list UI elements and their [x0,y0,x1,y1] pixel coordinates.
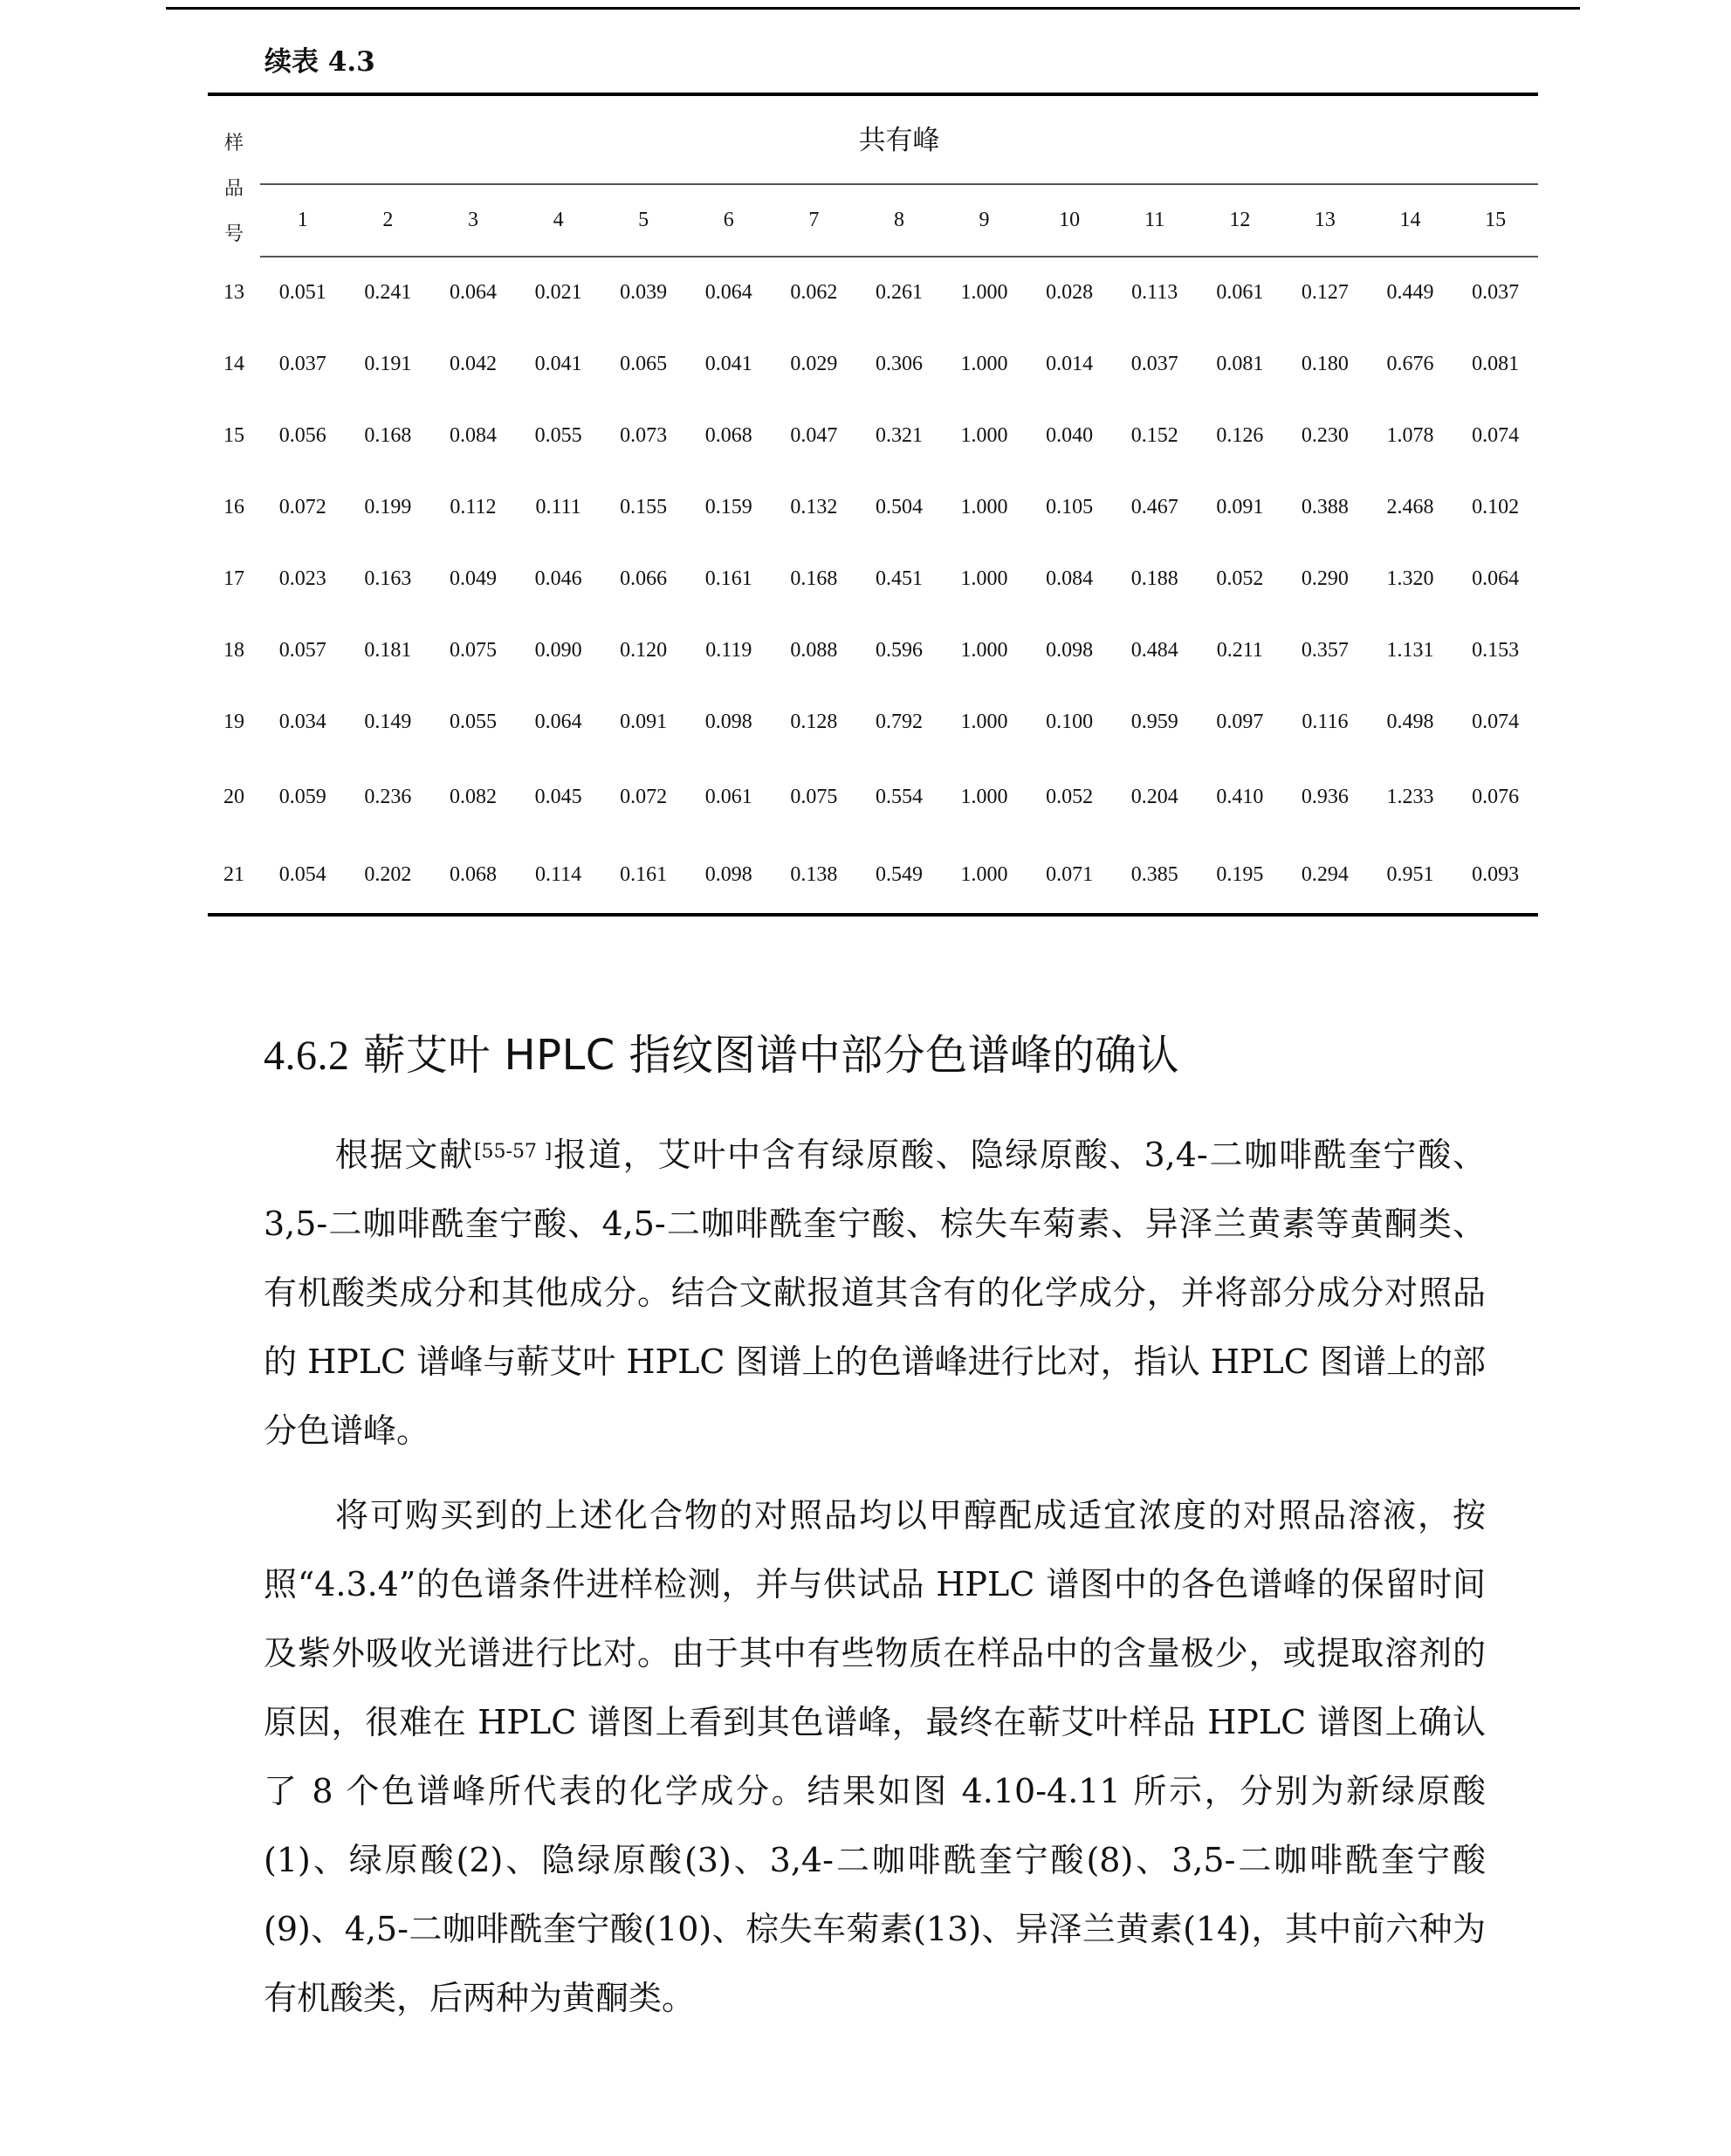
sample-number-header [208,94,260,257]
value-cell: 0.064 [534,710,582,733]
value-cell: 1.320 [1386,566,1434,590]
peak-number-header: 14 [1368,184,1453,257]
peak-area-table [208,93,1538,917]
sample-number-cell: 16 [223,495,244,518]
value-cell: 0.049 [449,566,497,590]
value-cell: 0.055 [449,710,497,733]
peak-number-row [208,184,1538,257]
value-cell: 0.064 [449,281,497,304]
peak-number-header: 3 [430,184,516,257]
section-title: 蕲艾叶 HPLC 指纹图谱中部分色谱峰的确认 [363,1031,1180,1080]
value-cell: 0.112 [450,495,497,518]
value-cell: 0.084 [1046,566,1094,590]
paragraph-2-body: 将可购买到的上述化合物的对照品均以甲醇配成适宜浓度的对照品溶液，按照“4.3.4”的色谱条件进样检测，并与供试品 HPLC 谱图中的各色谱峰的保留时间及紫外吸收光谱进行比对。由于其中有些物质在样品中的含量极少，或提取溶剂的原因，很难在 HPLC 谱图上看到其色谱峰，最终在蕲艾叶样品 HPLC 谱图上确认了 8 个色谱峰所代表的化学成分。结果如图 4.10-4.11 所示，分别为新绿原酸(1)、绿原酸(2)、隐绿原酸(3)、3,4-二咖啡酰奎宁酸(8)、3,5-二咖啡酰奎宁酸(9)、4,5-二咖啡酰奎宁酸(10)、棕失车菊素(13)、异泽兰黄素(14)，其中前六种为有机酸类，后两种为黄酮类。 [264,1496,1486,2017]
corner-char: 品 [223,177,244,199]
value-cell: 0.064 [704,281,752,304]
value-cell: 0.357 [1301,638,1349,662]
peak-number-header: 11 [1112,184,1198,257]
value-cell: 0.014 [1046,352,1094,375]
peak-number-header: 15 [1453,184,1538,257]
value-cell: 0.091 [1216,495,1264,518]
sample-number-cell: 15 [223,423,244,447]
value-cell: 0.113 [1131,281,1178,304]
common-peak-header: 共有峰 [858,125,940,156]
value-cell: 0.168 [364,423,412,447]
peak-number-header: 13 [1282,184,1368,257]
value-cell: 1.000 [960,352,1008,375]
table-row [208,758,1538,836]
value-cell: 1.000 [960,281,1008,304]
peak-number-header: 5 [601,184,686,257]
value-cell: 0.449 [1386,281,1434,304]
value-cell: 0.072 [620,785,668,808]
value-cell: 0.159 [704,495,752,518]
value-cell: 0.081 [1216,352,1264,375]
value-cell: 1.000 [960,638,1008,662]
value-cell: 0.163 [364,566,412,590]
value-cell: 0.236 [364,785,412,808]
sample-number-cell: 20 [223,785,244,808]
value-cell: 0.211 [1216,638,1263,662]
peak-number-header: 9 [942,184,1027,257]
table-caption: 续表 4.3 [264,46,375,78]
value-cell: 0.138 [790,862,838,886]
value-cell: 0.090 [534,638,582,662]
value-cell: 0.074 [1472,710,1520,733]
value-cell: 2.468 [1386,495,1434,518]
value-cell: 0.028 [1046,281,1094,304]
page-header-rule [166,7,1580,10]
value-cell: 0.504 [875,495,923,518]
paragraph-1-body: 报道，艾叶中含有绿原酸、隐绿原酸、3,4-二咖啡酰奎宁酸、3,5-二咖啡酰奎宁酸、4,5-二咖啡酰奎宁酸、棕失车菊素、异泽兰黄素等黄酮类、有机酸类成分和其他成分。结合文献报道其含有的化学成分，并将部分成分对照品的 HPLC 谱峰与蕲艾叶 HPLC 图谱上的色谱峰进行比对，指认 HPLC 图谱上的部分色谱峰。 [264,1136,1486,1450]
value-cell: 1.000 [960,566,1008,590]
value-cell: 0.064 [1472,566,1520,590]
value-cell: 0.051 [278,281,326,304]
value-cell: 0.959 [1130,710,1178,733]
value-cell: 0.241 [364,281,412,304]
table-container [208,93,1538,917]
value-cell: 0.127 [1301,281,1349,304]
value-cell: 0.061 [704,785,752,808]
value-cell: 0.385 [1130,862,1178,886]
value-cell: 0.045 [534,785,582,808]
value-cell: 0.498 [1386,710,1434,733]
value-cell: 0.180 [1301,352,1349,375]
value-cell: 0.065 [620,352,668,375]
value-cell: 0.055 [534,423,582,447]
paragraph-2 [264,1481,1486,2033]
value-cell: 1.000 [960,862,1008,886]
value-cell: 0.936 [1301,785,1349,808]
table-row [208,257,1538,328]
value-cell: 0.091 [620,710,668,733]
value-cell: 0.037 [1472,281,1520,304]
value-cell: 0.951 [1386,862,1434,886]
value-cell: 0.062 [790,281,838,304]
value-cell: 0.098 [1046,638,1094,662]
value-cell: 0.093 [1472,862,1520,886]
peak-number-header: 1 [260,184,346,257]
value-cell: 0.072 [278,495,326,518]
value-cell: 0.451 [875,566,923,590]
value-cell: 0.061 [1216,281,1264,304]
value-cell: 0.155 [620,495,668,518]
sample-number-cell: 13 [223,280,244,304]
value-cell: 0.554 [875,785,923,808]
table-row [208,471,1538,543]
table-row [208,836,1538,915]
value-cell: 0.153 [1472,638,1520,662]
value-cell: 1.000 [960,423,1008,447]
value-cell: 0.040 [1046,423,1094,447]
peak-number-header: 2 [346,184,431,257]
value-cell: 0.082 [449,785,497,808]
value-cell: 0.102 [1472,495,1520,518]
value-cell: 0.261 [875,281,923,304]
peak-number-header: 4 [516,184,601,257]
value-cell: 0.290 [1301,566,1349,590]
value-cell: 0.098 [704,862,752,886]
value-cell: 0.052 [1046,785,1094,808]
sample-number-cell: 17 [223,566,244,590]
table-row [208,400,1538,471]
value-cell: 0.388 [1301,495,1349,518]
value-cell: 0.023 [278,566,326,590]
value-cell: 0.484 [1130,638,1178,662]
value-cell: 0.467 [1130,495,1178,518]
value-cell: 0.084 [449,423,497,447]
value-cell: 0.152 [1130,423,1178,447]
table-body [208,257,1538,915]
value-cell: 0.052 [1216,566,1264,590]
value-cell: 0.195 [1216,862,1264,886]
sample-number-cell: 14 [223,352,244,375]
value-cell: 0.098 [704,710,752,733]
citation-ref: [55-57 ] [473,1141,553,1163]
value-cell: 0.168 [790,566,838,590]
value-cell: 0.037 [278,352,326,375]
value-cell: 0.128 [790,710,838,733]
value-cell: 0.041 [534,352,582,375]
value-cell: 0.068 [449,862,497,886]
value-cell: 1.233 [1386,785,1434,808]
value-cell: 0.057 [278,638,326,662]
value-cell: 0.047 [790,423,838,447]
value-cell: 0.191 [364,352,412,375]
sample-number-cell: 21 [223,862,244,886]
value-cell: 0.119 [705,638,752,662]
value-cell: 1.000 [960,495,1008,518]
value-cell: 0.321 [875,423,923,447]
value-cell: 0.075 [449,638,497,662]
value-cell: 0.073 [620,423,668,447]
value-cell: 0.199 [364,495,412,518]
paragraph-1 [264,1121,1486,1466]
value-cell: 0.105 [1046,495,1094,518]
peak-number-header: 7 [772,184,857,257]
value-cell: 0.114 [535,862,582,886]
table-row [208,686,1538,758]
paragraph-1-lead: 根据文献 [333,1136,474,1174]
value-cell: 0.792 [875,710,923,733]
value-cell: 0.111 [535,495,581,518]
value-cell: 0.410 [1216,785,1264,808]
value-cell: 0.676 [1386,352,1434,375]
value-cell: 0.088 [790,638,838,662]
table-row [208,543,1538,615]
table-row [208,328,1538,400]
value-cell: 0.039 [620,281,668,304]
sample-number-cell: 19 [223,710,244,733]
value-cell: 0.046 [534,566,582,590]
value-cell: 1.000 [960,710,1008,733]
value-cell: 0.230 [1301,423,1349,447]
value-cell: 0.100 [1046,710,1094,733]
value-cell: 0.071 [1046,862,1094,886]
value-cell: 0.074 [1472,423,1520,447]
peak-number-header: 6 [686,184,772,257]
corner-char: 号 [223,223,244,244]
value-cell: 0.596 [875,638,923,662]
value-cell: 0.076 [1472,785,1520,808]
value-cell: 0.188 [1130,566,1178,590]
value-cell: 0.116 [1302,710,1349,733]
value-cell: 0.181 [364,638,412,662]
value-cell: 0.202 [364,862,412,886]
value-cell: 1.000 [960,785,1008,808]
value-cell: 0.549 [875,862,923,886]
value-cell: 0.161 [704,566,752,590]
value-cell: 0.034 [278,710,326,733]
peak-number-header: 8 [856,184,942,257]
value-cell: 0.161 [620,862,668,886]
value-cell: 0.149 [364,710,412,733]
value-cell: 0.059 [278,785,326,808]
peak-number-header: 12 [1198,184,1283,257]
value-cell: 0.097 [1216,710,1264,733]
value-cell: 0.037 [1130,352,1178,375]
value-cell: 0.066 [620,566,668,590]
value-cell: 0.120 [620,638,668,662]
value-cell: 0.294 [1301,862,1349,886]
value-cell: 0.041 [704,352,752,375]
value-cell: 1.078 [1386,423,1434,447]
value-cell: 0.068 [704,423,752,447]
value-cell: 0.042 [449,352,497,375]
value-cell: 0.029 [790,352,838,375]
sample-number-cell: 18 [223,638,244,662]
value-cell: 0.075 [790,785,838,808]
value-cell: 0.081 [1472,352,1520,375]
table-row [208,615,1538,686]
section-number: 4.6.2 [264,1033,350,1079]
value-cell: 0.056 [278,423,326,447]
value-cell: 0.021 [534,281,582,304]
value-cell: 0.126 [1216,423,1264,447]
corner-char: 样 [223,132,244,154]
value-cell: 0.054 [278,862,326,886]
peak-number-header: 10 [1027,184,1112,257]
value-cell: 0.306 [875,352,923,375]
value-cell: 0.204 [1130,785,1178,808]
section-heading [264,1021,1179,1081]
value-cell: 0.132 [790,495,838,518]
value-cell: 1.131 [1386,638,1434,662]
